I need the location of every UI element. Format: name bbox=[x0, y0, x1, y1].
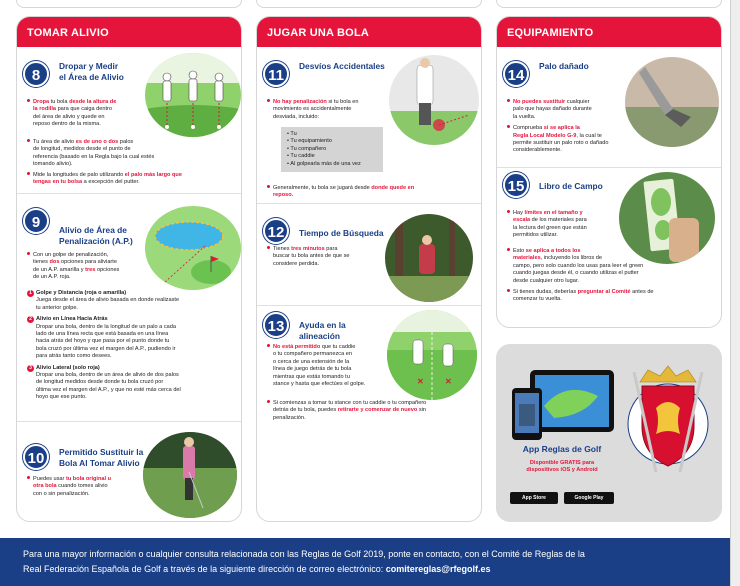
drop-illustration bbox=[145, 53, 241, 137]
section-body: Hay límites en el tamaño y escala de los materiales para la lectura del green que están permitidos utilizar. bbox=[507, 210, 627, 240]
page-edge bbox=[730, 0, 740, 586]
column-equipamiento bbox=[496, 16, 722, 328]
section-number: 11 bbox=[263, 61, 289, 87]
section-12 bbox=[257, 203, 482, 307]
section-title: Libro de Campo bbox=[539, 181, 603, 191]
section-body-2: Tu área de alivio es de uno o dos palos de longitud, medidos desde el punto de referencia (basado en la Regla bajo la cual estés tomando alivio). Mide la longitudes de palo utilizando el palo más largo que tengas en tu bolsa a excepción del putter. bbox=[27, 139, 227, 186]
section-body-2: Generalmente, tu bola se jugará desde donde quede en reposo. bbox=[267, 185, 473, 200]
section-title: Dropar y Medir el Área de Alivio bbox=[59, 61, 124, 82]
contact-email-link[interactable]: comitereglas@rfegolf.es bbox=[385, 564, 491, 574]
section-body-2: Si comienzas a tomar tu stance con tu caddie o tu compañero detrás de tu bola, puedes retirarte y comenzar de nuevo sin penalización. bbox=[267, 400, 473, 422]
deflection-list: • Tu • Tu equipamiento • Tu compañero • Tu caddie • Al golpearla más de una vez bbox=[281, 127, 383, 172]
section-title: Ayuda en la alineación bbox=[299, 320, 346, 341]
section-body: No está permitido que tu caddie o tu compañero permanezca en o cerca de una extensión de la línea de juego detrás de tu bola mientras que estás tomando tu stance y hasta que efectúes el golpe. bbox=[267, 344, 395, 388]
section-8 bbox=[17, 47, 242, 195]
section-number: 9 bbox=[23, 208, 49, 234]
section-title: Permitido Sustituir la Bola Al Tomar Alivio bbox=[59, 447, 144, 468]
contact-footer: Para una mayor información o cualquier consulta relacionada con las Reglas de Golf 2019, ponte en contacto, con el Comité de Reglas de la Real Federación Española de Golf a través de la siguiente dirección de correo electrónico: comitereglas@rfegolf.es bbox=[0, 538, 740, 586]
section-number: 15 bbox=[503, 172, 529, 198]
column-header: JUGAR UNA BOLA bbox=[257, 17, 481, 47]
section-title: Tiempo de Búsqueda bbox=[299, 228, 384, 238]
section-title: Desvíos Accidentales bbox=[299, 61, 385, 71]
prev-card-bottom bbox=[496, 0, 722, 8]
damaged-club-photo bbox=[625, 57, 719, 147]
section-body-2: Esto se aplica a todos los materiales, incluyendo los libros de campo, pero solo cuando los usas para leer el green cuando juegas desde él, o cuando utilizas el putter desde cualquier otro lugar. Si tienes dudas, deberías preguntar al Comité antes de comenzar tu vuelta. bbox=[507, 248, 713, 304]
penalty-area-illustration bbox=[145, 206, 241, 290]
column-jugar-una-bola bbox=[256, 16, 482, 522]
search-photo bbox=[385, 214, 473, 302]
section-number: 10 bbox=[23, 444, 49, 470]
app-devices-image bbox=[510, 366, 620, 442]
section-number: 8 bbox=[23, 61, 49, 87]
column-header: TOMAR ALIVIO bbox=[17, 17, 241, 47]
app-title: App Reglas de Golf bbox=[522, 444, 602, 454]
section-number: 13 bbox=[263, 312, 289, 338]
column-tomar-alivio bbox=[16, 16, 242, 522]
svg-text:✕: ✕ bbox=[445, 377, 452, 386]
options-list: 1 Golpe y Distancia (roja o amarilla) Juega desde el área de alivio basada en donde realizaste tu anterior golpe. 2 Alivio en Línea Hacia Atrás Dropar una bola, dentro de la longitud de un palo a cada lado de una línea recta que está basada en una línea hacia atrás del hoyo y que pasa por el punto donde tu bola cruzó por última vez el margen del A.P., pudiendo ir para atrás tanto como desees. 3 Alivio Lateral (solo roja) Dropar una bola, dentro de un área de alivio de dos palos de longitud medidos desde donde tu bola cruzó por última vez el margen del A.P., y que no esté más cerca del hoyo que ese punto. bbox=[27, 290, 233, 402]
app-store-badge[interactable]: App Store bbox=[510, 492, 558, 504]
section-body: No puedes sustituir cualquier palo que hayas dañado durante la vuelta. Comprueba si se aplica la Regla Local Modelo G-9, la cual te permite sustituir un palo roto o dañado considerablemente. bbox=[507, 99, 631, 155]
section-13 bbox=[257, 305, 482, 522]
section-title: Palo dañado bbox=[539, 61, 589, 71]
section-9 bbox=[17, 193, 242, 423]
app-subtitle: Disponible GRATIS para dispositivos iOS y Android bbox=[526, 460, 598, 473]
section-14 bbox=[497, 47, 722, 169]
section-10 bbox=[17, 421, 242, 522]
section-number: 14 bbox=[503, 61, 529, 87]
golfer-photo bbox=[143, 432, 237, 518]
alignment-illustration bbox=[387, 310, 477, 400]
section-number: 12 bbox=[263, 218, 289, 244]
section-body: Puedes usar tu bola original u otra bola cuando tomes alivio con o sin penalización. bbox=[27, 476, 147, 498]
section-body: No hay penalización si tu bola en movimiento es accidentalmente desviada, incluido: bbox=[267, 99, 391, 121]
section-15 bbox=[497, 167, 722, 328]
section-body: Tienes tres minutos para buscar tu bola antes de que se considere perdida. bbox=[267, 246, 387, 268]
section-body: Con un golpe de penalización, tienes dos opciones para aliviarte de un A.P. amarilla y tres opciones de un A.P. roja. bbox=[27, 252, 159, 282]
google-play-badge[interactable]: Google Play bbox=[564, 492, 614, 504]
column-header: EQUIPAMIENTO bbox=[497, 17, 721, 47]
svg-text:✕: ✕ bbox=[417, 377, 424, 386]
deflection-illustration bbox=[389, 55, 479, 145]
section-title: Alivio de Área de Penalización (A.P.) bbox=[59, 225, 133, 246]
section-11 bbox=[257, 47, 482, 205]
prev-card-bottom bbox=[256, 0, 482, 8]
rfeg-crest-logo bbox=[620, 362, 716, 482]
section-body: Dropa tu bola desde la altura de la rodilla para que caiga dentro del área de alivio y quede en reposo dentro de la misma. bbox=[27, 99, 157, 132]
prev-card-bottom bbox=[16, 0, 242, 8]
app-promo-card bbox=[496, 344, 722, 522]
